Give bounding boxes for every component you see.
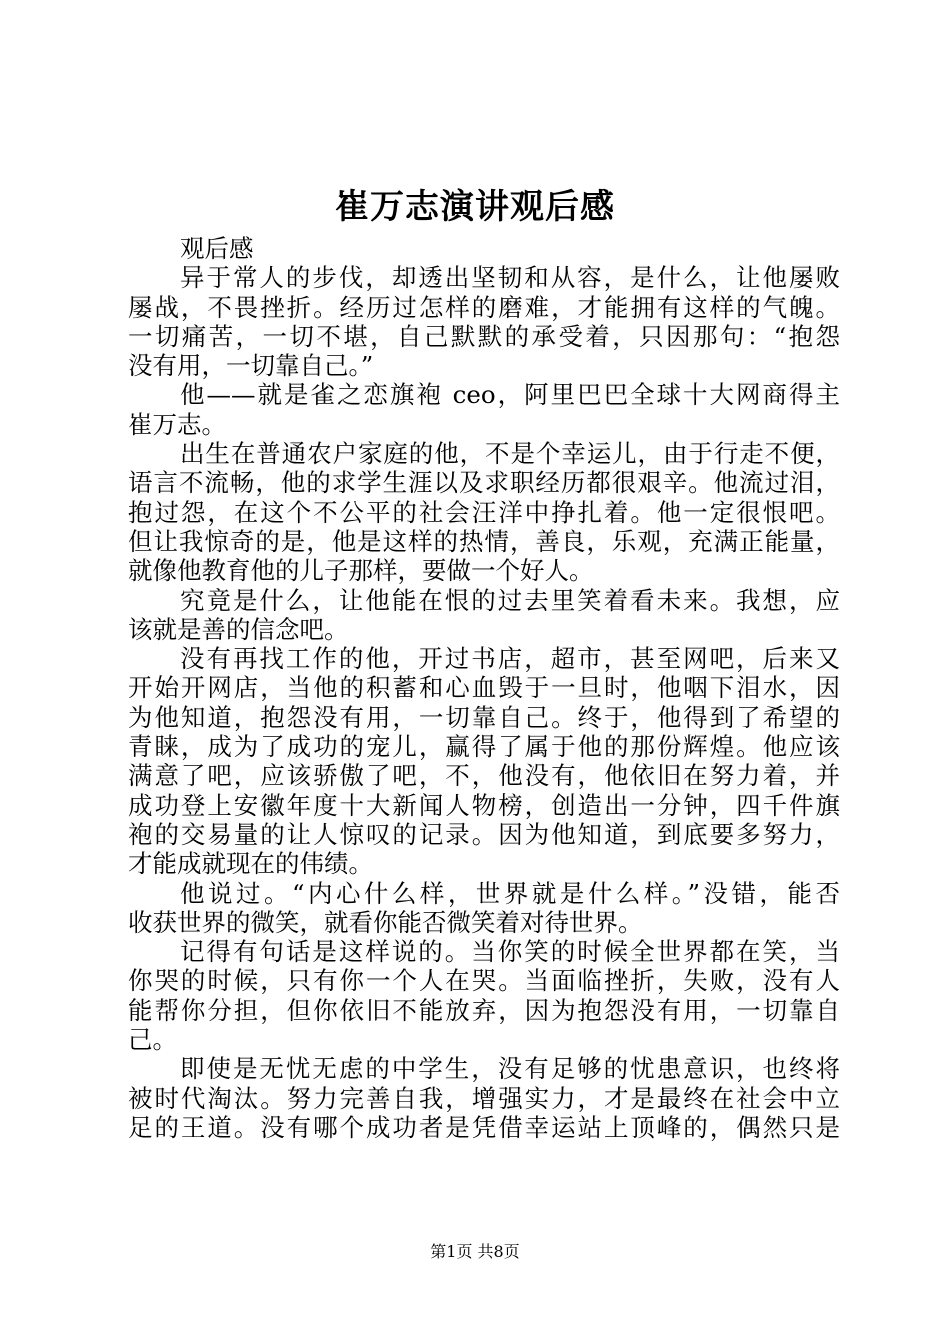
text-line: 足的王道。没有哪个成功者是凭借幸运站上顶峰的，偶然只是 xyxy=(128,1112,840,1142)
text-line: 究竟是什么，让他能在恨的过去里笑着看未来。我想，应 xyxy=(180,585,840,615)
text-line: 一切痛苦，一切不堪，自己默默的承受着，只因那句：“抱怨 xyxy=(128,321,840,351)
text-line: 崔万志。 xyxy=(128,409,226,439)
text-line: 屡战，不畏挫折。经历过怎样的磨难，才能拥有这样的气魄。 xyxy=(128,292,840,322)
text-line: 你哭的时候，只有你一个人在哭。当面临挫折，失败，没有人 xyxy=(128,966,840,996)
text-line: 为他知道，抱怨没有用，一切靠自己。终于，他得到了希望的 xyxy=(128,702,840,732)
text-line: 就像他教育他的儿子那样，要做一个好人。 xyxy=(128,556,594,586)
text-line: 出生在普通农户家庭的他，不是个幸运儿，由于行走不便， xyxy=(180,439,840,469)
text-line: 观后感 xyxy=(180,234,254,263)
body-text xyxy=(128,234,840,1142)
text-line: 他——就是雀之恋旗袍 ceo，阿里巴巴全球十大网商得主 xyxy=(180,380,840,410)
text-line: 开始开网店，当他的积蓄和心血毁于一旦时，他咽下泪水，因 xyxy=(128,673,840,703)
text-line: 没有用，一切靠自己。” xyxy=(128,351,374,381)
text-line: 他说过。“内心什么样，世界就是什么样。”没错，能否 xyxy=(180,878,840,908)
text-line: 语言不流畅，他的求学生涯以及求职经历都很艰辛。他流过泪， xyxy=(128,468,840,498)
text-line: 成功登上安徽年度十大新闻人物榜，创造出一分钟，四千件旗 xyxy=(128,790,840,820)
page-footer: 第1页 共8页 xyxy=(430,1242,520,1261)
text-line: 才能成就现在的伟绩。 xyxy=(128,849,373,879)
text-line: 抱过怨，在这个不公平的社会汪洋中挣扎着。他一定很恨吧。 xyxy=(128,497,840,527)
text-line: 袍的交易量的让人惊叹的记录。因为他知道，到底要多努力， xyxy=(128,819,840,849)
text-line: 但让我惊奇的是，他是这样的热情，善良，乐观，充满正能量， xyxy=(128,526,840,556)
text-line: 该就是善的信念吧。 xyxy=(128,614,349,644)
text-line: 青睐，成为了成功的宠儿，赢得了属于他的那份辉煌。他应该 xyxy=(128,732,840,762)
text-line: 没有再找工作的他，开过书店，超市，甚至网吧，后来又 xyxy=(180,644,840,674)
text-line: 被时代淘汰。努力完善自我，增强实力，才是最终在社会中立 xyxy=(128,1083,840,1113)
text-line: 满意了吧，应该骄傲了吧，不，他没有，他依旧在努力着，并 xyxy=(128,761,840,791)
text-line: 能帮你分担，但你依旧不能放弃，因为抱怨没有用，一切靠自 xyxy=(128,995,840,1025)
text-line: 即使是无忧无虑的中学生，没有足够的忧患意识，也终将 xyxy=(180,1054,840,1084)
text-line: 异于常人的步伐，却透出坚韧和从容，是什么，让他屡败 xyxy=(180,263,840,293)
page-title: 崔万志演讲观后感 xyxy=(335,187,615,227)
text-line: 收获世界的微笑，就看你能否微笑着对待世界。 xyxy=(128,907,643,937)
text-line: 记得有句话是这样说的。当你笑的时候全世界都在笑，当 xyxy=(180,937,840,967)
text-line: 己。 xyxy=(128,1025,177,1055)
